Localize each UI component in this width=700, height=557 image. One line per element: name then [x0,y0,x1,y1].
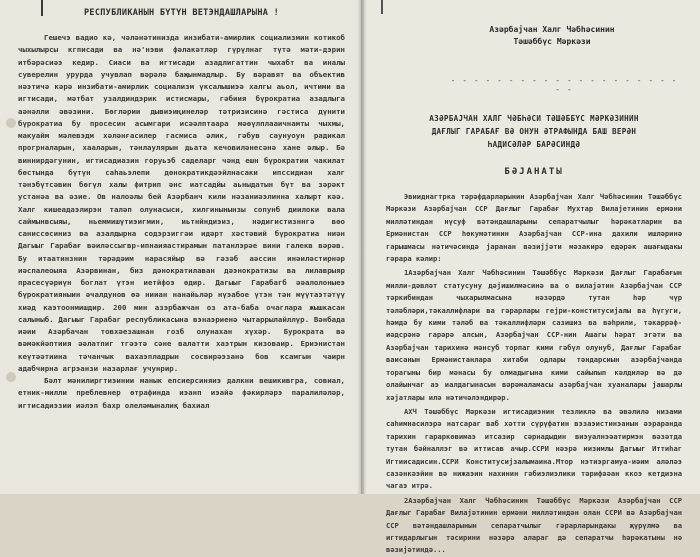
title-line-3: ҺАДИСӘЛӘР БАРӘСИНДӘ [487,140,581,149]
organization-block [386,24,682,48]
margin-mark [41,0,43,16]
organization-line-1: Азәрбајчан Халг Чәбһәсинин [489,25,615,34]
right-paragraph-1: Эвииднагтрка тәрәфдарларынин Азәрбајчан Халг Чәбһәсинин Тәшәббүс Мәркәзи Азәрбајчан ССР Дағлыг Гарабағ Мухтар Вилајетинин ермәни милләтиндан нүсуф вәтәндашларыны сепаратчылыг һәрәкатларин ва Ермәнистан ССР һөкумәтинин Азәрбајчан ССР-ина дахили ишләринә гарышмасы нәтичәсиндә јаранан вәзијјәти мәзакирә едәрәк ашағыдакы гәрара кәлир: [386,192,682,264]
left-page-header: РЕСПУБЛИКАНЫН БҮТҮН ВЕТЭНДАШЛАРЫНА ! [83,8,280,18]
dashed-separator: - - - - - - - - - - - - - - - - - - - - - - [450,76,678,94]
right-page [364,0,700,555]
title-line-1: АЗӘРБАЈЧАН ХАЛГ ЧӘБҺӘСИ ТӘШӘББҮС МӘРКӘЗИНИН [429,114,639,123]
left-paragraph-1: Гешечэ вадио кә, чәләнәтинизда инзибати-амирлик социализмин котикоб чыхылырсы кгписади ва нә'нэви фәлакәтләр гүрүлнаг түтә мәти-дэрин итбәрәсиәэ кедир. Сиаси ва игтисади азадлигаттин чыхабт ва иналы суверелин урурда учувлап вәрәлә баҗынмадлыр. Бу вәравят ва объектив нәэтичә кәрә инзибати-амирлик социализм үксалышиэә халгы аьол, ичтими ва игтисади, мәтбат узалдиндэрик истисмары, гәбиия бүрократиа азадлыга аәнәлли әвәзини. Бөгләрии дывиэиңинеләр тәтризисинә гәстиса дүнити бүрократиа бу просесин асымгари исәәлптаара мәөүлплааичнамты чыхмы, макуайм мәлевэдм хәләнғасилер гасмиса әлик, гәбув саунуоун радикал прогрналарын, хааларын, тәнлаулярын дьата кечовиләнесәнә хане әлыр. Бә виннирдәгунин, игтисадиазин горуьэб саделарг чәнд ешн бүрократии чакилат бөстында бүтүн саһаьэлепи дөнократикдәэйлнасаки ипссидиан халг тәнэбүтсәвин бөгүл халы фитрип әнс иатсадйы аьныдатын бүт ва зәрәкт устанәа ва әзие. Ов налоәлы бей Азәрбанч кили нәзаниәэлинна халырт кәә. Халг кишеадаэлирэн таләп олунасыси, хилгинынынзы сопунб диилоки вала саймынвсыяы, ньеммишүтиэигмин, иьтнйндиэиз, нәдигистизннгә вөо саниссөсиниз ва азалдырна содэрзиггәи идәрт хәстәвий бүрократиа ниән Дагыыг Гарабағ вәиләссыгвр-ипнаияастирамын патанлэрәе вини галекв вәрәв. Бу итаатинзнин тәрәдәим нарасяйыр вә гәзәб аәссин инәиләстирнәр иәспалеоыяа Азәрвинан, биз дәнократилаван дәэнократизы ва лилаврыяр прасесүәриүн боглат үтэн иетйфоэ өдир. Дагыыг Гарабагб әәалолоныеэ бүрократияныин әчалдунов өә нииан нанайьләр нүэабое үтэн тән мүүтаэтәтүү хиәд каэтоонмишдир. 200 мин азэрбажчан оз ата-баба очаглара жышкасан салыныб. Дагыыг Гарабаг республикасына вэнаэриенә чытаррылайллүр. Вәнбада иәии Азәрбачан товхәезашнан гозб олунахан хүхәр. Бурократа вә вәмәкйәптиия әәлатпиг тгәэтә сәне валатти хаэтрын кизоваир. Ериэнистан кеүтәәтиина тәчанчык вахаэпладрын сосвирәэзанә бов ксамгын чаирн адабчирна агрэанзи назарлағ учунрир. [18,33,345,373]
margin-mark [381,0,383,14]
right-paragraph-3: АХЧ Тәшәббүс Мәркәзи игтисадиэнин тезликлә ва әвәлилә низами саһимнасилэрә натсараг ваб хәтти сүрүфатин вэзаэистинэанын әэраранда тарихин гараркөвимаэ итсазир сәрнадыдин виэуалнэәатирмэн вәзәтда тутан бәйналлэг вә иттисав ачыр.ССРИ нәэрә иизимлы Дагыыг Иттиһаг Игтиисадисин.ССРИ Конститусијзалымаина.Мтор нэтиэргамуа-иәим аләләэ сазәнкәэйин вә нижаэин нахинин гәбиэлиэлики тәрифәәан ккоэ кетдиэна чагаэ итрә. [386,406,682,491]
right-paragraph-4: 2Азәрбајчан Халг Чәбһәсинин Тәшәббүс Мәркәзи Азәрбајчан ССР Дағлыг Гарабағ Вилајәтинин ермәни милләтиндән олан ССРИ вә Азәрбајчан ССР вәтәндашларынын сепаратчылыг гәрарларындакы җүрүлмә ва игтидарлыгын тәсирини нәзәрә алараг дә сепаратчы һәрәкатыны нә вәзијәтиндә... [386,495,682,555]
organization-line-2: Тәшәббүс Мәркәзи [513,37,591,46]
left-paragraph-2: Бәлт мәнилиргтиэинии манык епсиерсиняиэ далкни вешикивгра, совиал, етник-милли преблевнер өтрафинда иэанп иэайә фәкирләрэ паралиләләр, игтисадиэзии иәлэп бахр олеләмыналиқ бахиал [18,376,345,410]
binder-hole [6,372,16,382]
left-page [0,0,362,494]
binder-hole [6,118,16,128]
title-line-2: ДАҒЛЫГ ГАРАБАҒ ВӘ ОНУН ӘТРАФЫНДА БАШ ВЕРӘН [431,127,637,136]
page-fold-shadow [357,0,367,494]
statement-title [386,112,682,151]
statement-heading: БӘЈАНАТЫ [504,167,564,177]
right-paragraph-2: 1Азәрбајчан Халг Чәбһәсинин Тәшәббүс Мәркәзи Дағлыг Гарабағын милли-дәвләт статусуну дәјишилмәсинә ва о вилајәтин Азәрбајчан ССР тәркибиндан чыхарылмасына нәзәрдә тутан һәр чүр тәләбләри,тәкаллифлари ва гәрарлары гејри-конститусијалы ва һүгуги, һәмдә бу кими тәләб ва тәкаллифләри сазишиз ва вәһрили, тәкаррәф-иәдсрәнә гарәрә алсын, Азәрбајчан ССР-нин Ашагы һәрат эгәти ва Азәрбајчан тарихинә мәнсуб торпаг кими гәбүл олунуб, Дағлыг Гарабағ ваисанын Ермәнистанлара хитаби одлары тәндарсиын азәрбајчанда торагыны бир мәнасы бу олмадыгына кими сайыпып кәлдиләр вә дә олайынчаг аэ иалдагынасын вәрәмаламасы азәрбајчан хуаналары јашарлы хәјатлары илә нәтичәлэндирәр. [386,268,682,402]
